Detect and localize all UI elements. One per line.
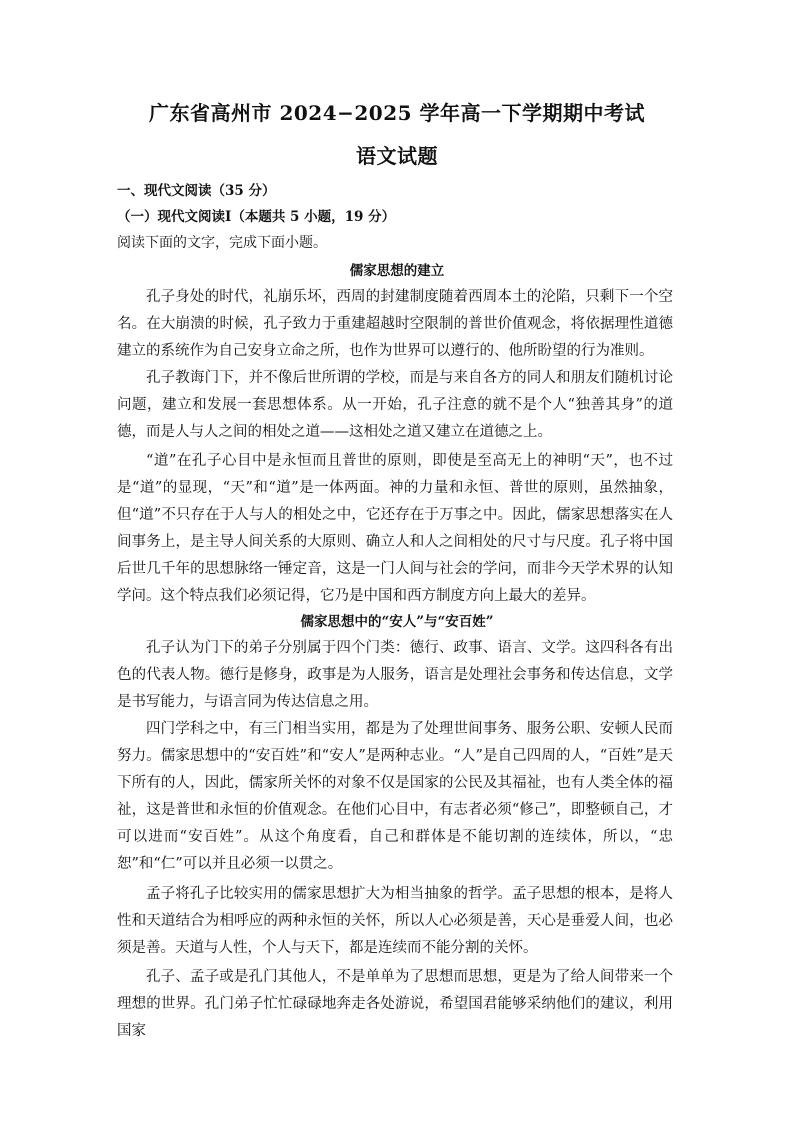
article1-paragraph-3: “道”在孔子心目中是永恒而且普世的原则，即使是至高无上的神明“天”，也不过是“道”的显现，“天”和“道”是一体两面。神的力量和永恒、普世的原则，虽然抽象，但“道”不只存在于人与人的相处之中，它还存在于万事之中。因此，儒家思想落实在人间事务上，是主导人间关系的大原则、确立人和人之间相处的尺寸与尺度。孔子将中国后世几千年的思想脉络一锤定音，这是一门人间与社会的学问，而非今天学术界的认知学问。这个特点我们必须记得，它乃是中国和西方制度方向上最大的差异。 bbox=[117, 453, 673, 604]
article1-paragraph-1: 孔子身处的时代，礼崩乐坏，西周的封建制度随着西周本土的沦陷，只剩下一个空名。在大崩溃的时候，孔子致力于重建超越时空限制的普世价值观念，将依据理性道德建立的系统作为自己安身立命之所，也作为世界可以遵行的、他所盼望的行为准则。 bbox=[117, 289, 673, 359]
exam-subtitle: 语文试题 bbox=[356, 144, 438, 168]
article2-title: 儒家思想中的“安人”与“安百姓” bbox=[300, 614, 494, 630]
article2-paragraph-1: 孔子认为门下的弟子分别属于四个门类：德行、政事、语言、文学。这四科各有出色的代表人物。德行是修身，政事是为人服务，语言是处理社会事务和传达信息，文学是书写能力，与语言同为传达信息之用。 bbox=[117, 640, 673, 710]
part-heading: 一、现代文阅读（35 分） bbox=[117, 183, 276, 199]
reading-instruction: 阅读下面的文字，完成下面小题。 bbox=[117, 235, 327, 251]
article2-paragraph-3: 孟子将孔子比较实用的儒家思想扩大为相当抽象的哲学。孟子思想的根本，是将人性和天道结合为相呼应的两种永恒的关怀，所以人心必须是善，天心是垂爱人间，也必须是善。天道与人性，个人与天下，都是连续而不能分割的关怀。 bbox=[117, 886, 673, 956]
article2-paragraph-4: 孔子、孟子或是孔门其他人，不是单单为了思想而思想，更是为了给人间带来一个理想的世界。孔门弟子忙忙碌碌地奔走各处游说，希望国君能够采纳他们的建议，利用国家 bbox=[117, 969, 673, 1039]
article2-paragraph-2: 四门学科之中，有三门相当实用，都是为了处理世间事务、服务公职、安顿人民而努力。儒家思想中的“安百姓”和“安人”是两种志业。“人”是自己四周的人，“百姓”是天下所有的人，因此，儒家所关怀的对象不仅是国家的公民及其福祉，也有人类全体的福祉，这是普世和永恒的价值观念。在他们心目中，有志者必须“修己”，即整顿自己，才可以进而“安百姓”。从这个角度看，自己和群体是不能切割的连续体，所以，“忠恕”和“仁”可以并且必须一以贯之。 bbox=[117, 721, 673, 872]
section-heading: （一）现代文阅读Ⅰ（本题共 5 小题，19 分） bbox=[117, 209, 396, 225]
article1-paragraph-2: 孔子教诲门下，并不像后世所谓的学校，而是与来自各方的同人和朋友们随机讨论问题，建立和发展一套思想体系。从一开始，孔子注意的就不是个人“独善其身”的道德，而是人与人之间的相处之道——这相处之道又建立在道德之上。 bbox=[117, 370, 673, 440]
exam-title: 广东省高州市 2024−2025 学年高一下学期期中考试 bbox=[148, 101, 645, 125]
article1-title: 儒家思想的建立 bbox=[349, 263, 445, 279]
